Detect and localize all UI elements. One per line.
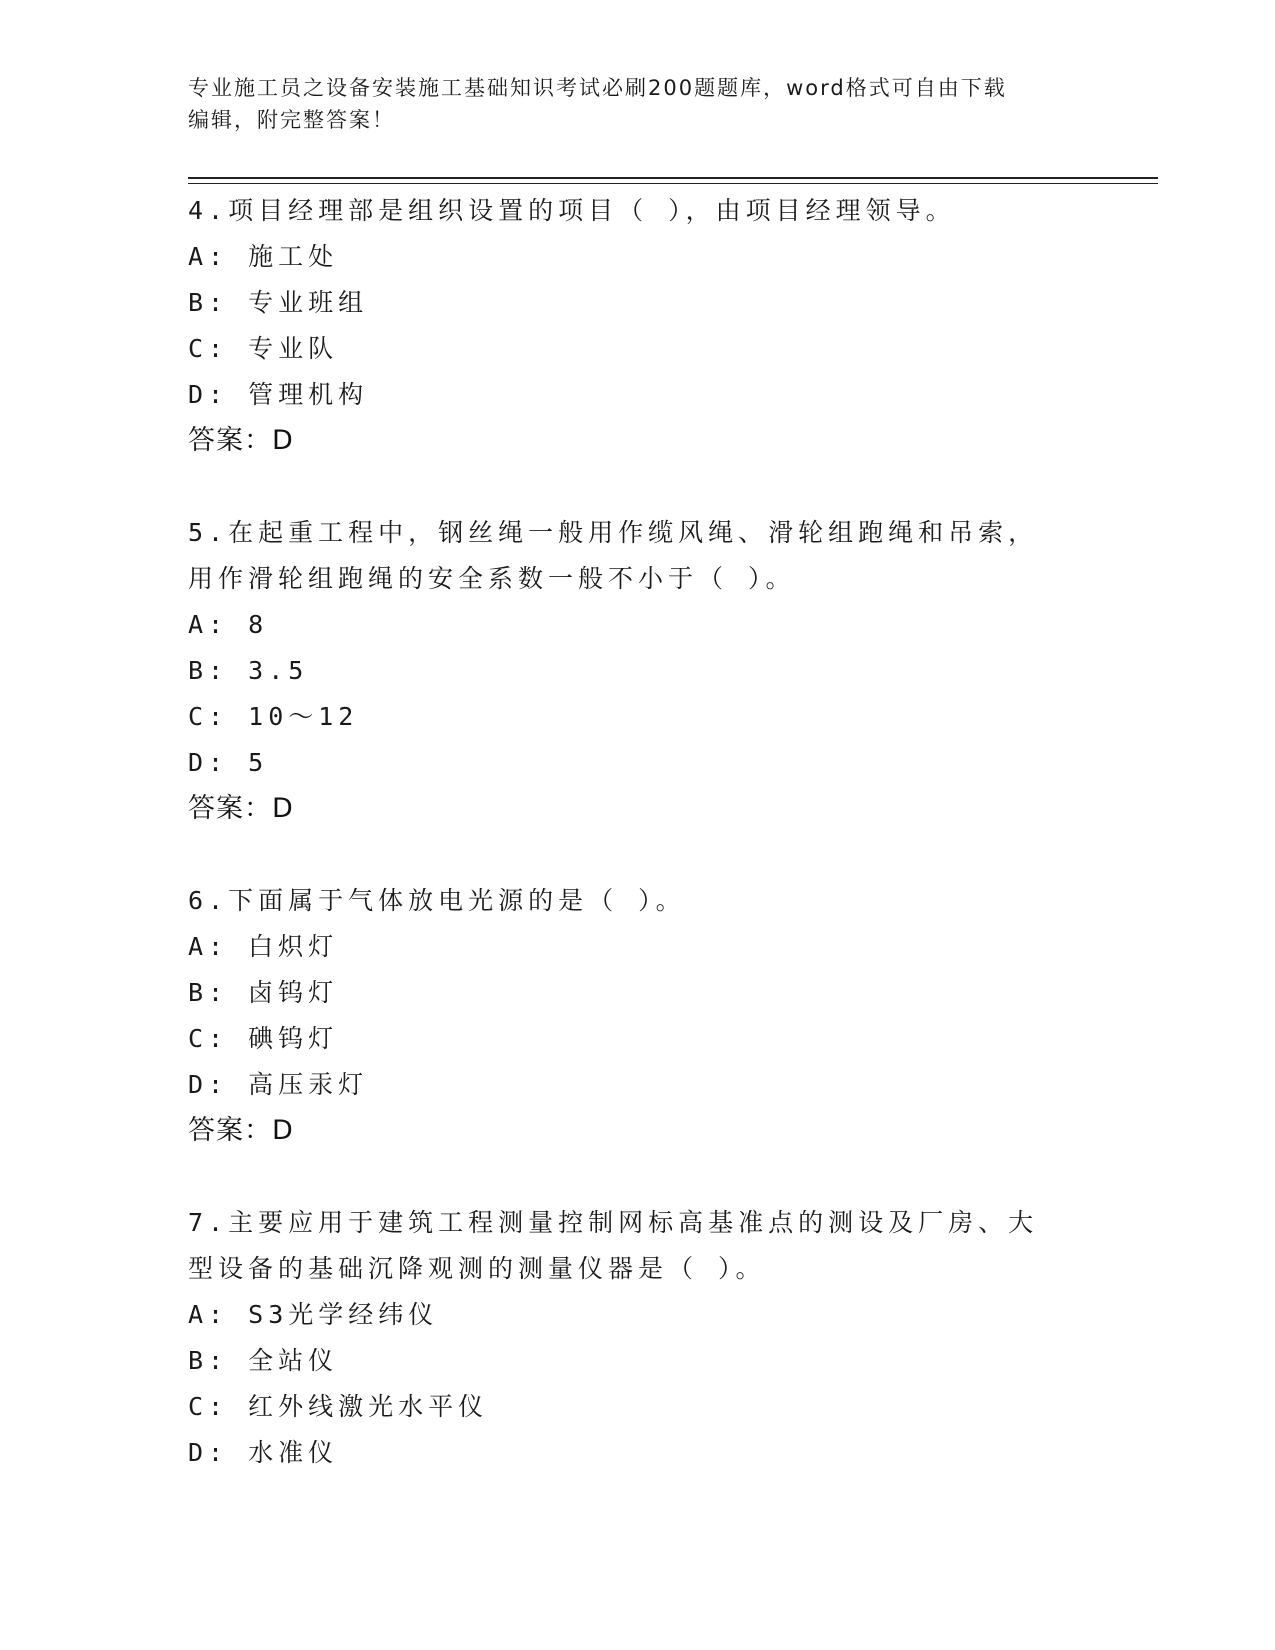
header-title-line-1: 专业施工员之设备安装施工基础知识考试必刷200题题库，word格式可自由下载 xyxy=(188,76,1007,100)
option-c: C: 专业队 xyxy=(188,334,339,363)
answer-label: 答案：D xyxy=(188,1115,294,1146)
question-stem: 6.下面属于气体放电光源的是（ ）。 xyxy=(188,886,686,915)
option-b: B: 全站仪 xyxy=(188,1346,339,1375)
option-b: B: 卤钨灯 xyxy=(188,978,339,1007)
option-a: A: 白炽灯 xyxy=(188,932,339,961)
question-stem: 4.项目经理部是组织设置的项目（ ），由项目经理领导。 xyxy=(188,196,956,225)
question-7 xyxy=(188,1200,1068,1476)
question-6 xyxy=(188,878,1068,1154)
option-c: C: 10～12 xyxy=(188,702,359,731)
option-a: A: S3光学经纬仪 xyxy=(188,1300,439,1329)
document-header xyxy=(188,72,1068,136)
option-b: B: 专业班组 xyxy=(188,288,369,317)
answer-label: 答案：D xyxy=(188,793,294,824)
answer-label: 答案：D xyxy=(188,425,294,456)
option-b: B: 3.5 xyxy=(188,656,309,685)
header-divider-thick xyxy=(188,177,1158,179)
question-spacer xyxy=(188,464,1068,510)
option-d: D: 5 xyxy=(188,748,269,777)
question-4 xyxy=(188,188,1068,464)
option-a: A: 施工处 xyxy=(188,242,339,271)
question-spacer xyxy=(188,1154,1068,1200)
option-d: D: 高压汞灯 xyxy=(188,1070,369,1099)
question-stem: 7.主要应用于建筑工程测量控制网标高基准点的测设及厂房、大型设备的基础沉降观测的测量仪器是（ ）。 xyxy=(188,1208,1039,1283)
question-5 xyxy=(188,510,1068,832)
option-c: C: 碘钨灯 xyxy=(188,1024,339,1053)
question-list xyxy=(188,188,1068,1476)
option-d: D: 水准仪 xyxy=(188,1438,339,1467)
header-title-line-2: 编辑，附完整答案！ xyxy=(188,108,395,132)
question-stem: 5.在起重工程中，钢丝绳一般用作缆风绳、滑轮组跑绳和吊索，用作滑轮组跑绳的安全系数一般不小于（ ）。 xyxy=(188,518,1039,593)
option-a: A: 8 xyxy=(188,610,269,639)
question-spacer xyxy=(188,832,1068,878)
header-divider-thin xyxy=(188,183,1158,184)
option-d: D: 管理机构 xyxy=(188,380,369,409)
option-c: C: 红外线激光水平仪 xyxy=(188,1392,489,1421)
